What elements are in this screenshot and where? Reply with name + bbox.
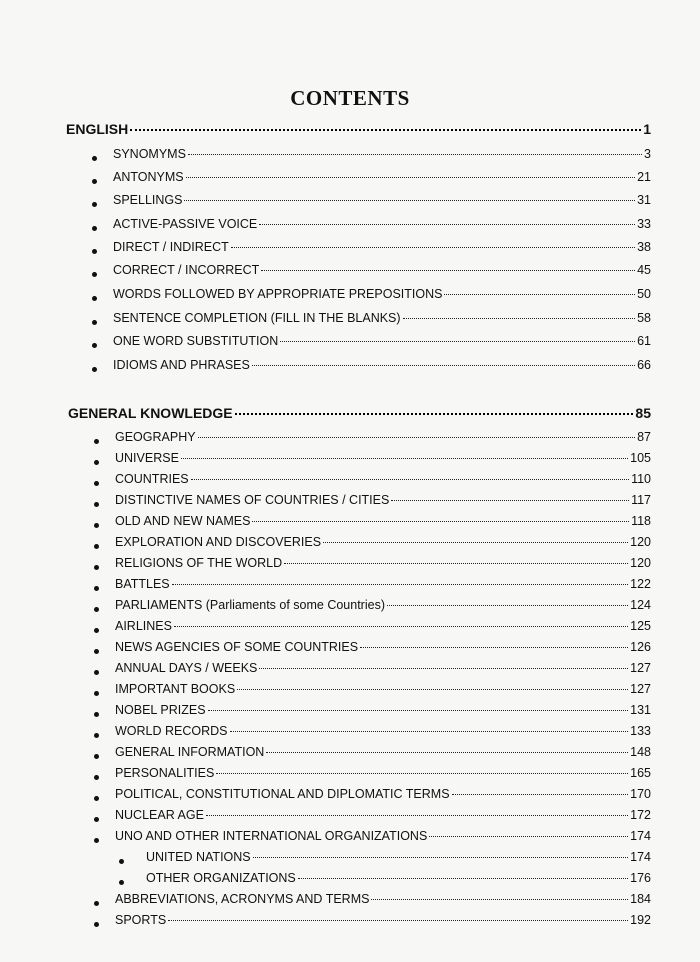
bullet-icon [94,502,99,507]
toc-item-label: EXPLORATION AND DISCOVERIES [115,535,322,549]
toc-item-label: POLITICAL, CONSTITUTIONAL AND DIPLOMATIC TERMS [115,787,450,801]
bullet-icon [94,754,99,759]
page-number: 124 [630,598,651,612]
toc-item-world-records[interactable] [115,724,651,738]
toc-item-sentence-completion[interactable] [113,311,651,325]
toc-item-label: GENERAL INFORMATION [115,745,265,759]
leader-dots [252,520,629,522]
bullet-icon [94,523,99,528]
page-number: 120 [630,535,651,549]
leader-dots [266,751,628,753]
toc-item-idioms-and-phrases[interactable] [113,358,651,372]
toc-item-label: RELIGIONS OF THE WORLD [115,556,283,570]
toc-item-parliaments[interactable] [115,598,651,612]
toc-item-battles[interactable] [115,577,651,591]
page-number: 1 [643,121,651,137]
toc-item-label: ABBREVIATIONS, ACRONYMS AND TERMS [115,892,370,906]
toc-item-label: PARLIAMENTS (Parliaments of some Countries) [115,598,385,612]
bullet-icon [94,733,99,738]
bullet-icon [94,586,99,591]
toc-item-nuclear-age[interactable] [115,808,651,822]
toc-item-label: SYNOMYMS [113,147,186,161]
toc-item-label: UNITED NATIONS [146,850,251,864]
toc-item-label: SENTENCE COMPLETION (FILL IN THE BLANKS) [113,311,401,325]
page-number: 125 [630,619,651,633]
toc-item-label: GEOGRAPHY [115,430,196,444]
toc-item-old-and-new-names[interactable] [115,514,651,528]
bullet-icon [92,367,97,372]
toc-item-label: WORLD RECORDS [115,724,228,738]
leader-dots [259,223,635,225]
page-number: 85 [635,405,651,421]
toc-item-distinctive-names[interactable] [115,493,651,507]
leader-dots [172,583,628,585]
leader-dots [371,898,628,900]
leader-dots [391,499,629,501]
toc-item-label: OLD AND NEW NAMES [115,514,251,528]
toc-item-label: DISTINCTIVE NAMES OF COUNTRIES / CITIES [115,493,390,507]
toc-item-label: UNO AND OTHER INTERNATIONAL ORGANIZATIONS [115,829,428,843]
page-number: 127 [630,682,651,696]
toc-item-active-passive-voice[interactable] [113,217,651,231]
toc-item-news-agencies[interactable] [115,640,651,654]
page-number: 66 [637,358,651,372]
bullet-icon [92,202,97,207]
toc-item-label: NUCLEAR AGE [115,808,204,822]
bullet-icon [92,249,97,254]
bullet-icon [92,272,97,277]
toc-item-correct-incorrect[interactable] [113,263,651,277]
page-number: 131 [630,703,651,717]
toc-item-label: UNIVERSE [115,451,179,465]
section-heading-label: ENGLISH [66,121,129,137]
leader-dots [216,772,628,774]
toc-item-airlines[interactable] [115,619,651,633]
toc-item-label: COUNTRIES [115,472,189,486]
bullet-icon [92,296,97,301]
toc-item-spellings[interactable] [113,193,651,207]
leader-dots [181,457,628,459]
toc-item-annual-days[interactable] [115,661,651,675]
leader-dots [188,153,642,155]
leader-dots [252,364,635,366]
toc-item-label: PERSONALITIES [115,766,215,780]
toc-item-general-information[interactable] [115,745,651,759]
page-number: 3 [644,147,651,161]
toc-item-label: BATTLES [115,577,170,591]
bullet-icon [94,460,99,465]
leader-dots [403,317,636,319]
page-number: 58 [637,311,651,325]
leader-dots [452,793,629,795]
leader-dots [360,646,628,648]
leader-dots [284,562,628,564]
toc-item-antonyms[interactable] [113,170,651,184]
bullet-icon [92,179,97,184]
toc-item-nobel-prizes[interactable] [115,703,651,717]
toc-item-personalities[interactable] [115,766,651,780]
leader-dots [444,293,635,295]
leader-dots [259,667,628,669]
leader-dots [198,436,636,438]
page-number: 174 [630,829,651,843]
toc-item-geography[interactable] [115,430,651,444]
page-number: 50 [637,287,651,301]
page-number: 21 [637,170,651,184]
page-number: 126 [630,640,651,654]
bullet-icon [94,712,99,717]
toc-item-words-followed-by-prepositions[interactable] [113,287,651,301]
section-heading-general-knowledge[interactable] [68,405,651,421]
bullet-icon [94,775,99,780]
toc-item-label: ONE WORD SUBSTITUTION [113,334,279,348]
bullet-icon [92,343,97,348]
leader-dots [186,176,635,178]
leader-dots [208,709,629,711]
bullet-icon [94,691,99,696]
leader-dots [235,412,634,415]
leader-dots [184,199,635,201]
page-number: 148 [630,745,651,759]
bullet-icon [94,817,99,822]
bullet-icon [94,796,99,801]
toc-item-important-books[interactable] [115,682,651,696]
section-heading-english[interactable] [66,121,651,137]
page-number: 61 [637,334,651,348]
bullet-icon [92,320,97,325]
toc-item-religions[interactable] [115,556,651,570]
bullet-icon [94,649,99,654]
toc-item-abbreviations[interactable] [115,892,651,906]
toc-item-exploration[interactable] [115,535,651,549]
bullet-icon [119,880,124,885]
page-number: 170 [630,787,651,801]
bullet-icon [94,838,99,843]
toc-item-uno[interactable] [115,829,651,843]
page-number: 45 [637,263,651,277]
toc-item-label: SPELLINGS [113,193,183,207]
toc-item-label: IMPORTANT BOOKS [115,682,236,696]
page-number: 105 [630,451,651,465]
leader-dots [231,246,635,248]
page-number: 174 [630,850,651,864]
bullet-icon [94,481,99,486]
bullet-icon [94,544,99,549]
bullet-icon [92,156,97,161]
page-number: 184 [630,892,651,906]
bullet-icon [94,922,99,927]
toc-subitem-united-nations[interactable] [146,850,651,864]
page-number: 87 [637,430,651,444]
page-number: 118 [631,514,651,528]
toc-item-label: IDIOMS AND PHRASES [113,358,250,372]
bullet-icon [94,565,99,570]
bullet-icon [119,859,124,864]
page-number: 192 [630,913,651,927]
page-number: 122 [630,577,651,591]
toc-item-label: SPORTS [115,913,167,927]
toc-item-label: DIRECT / INDIRECT [113,240,229,254]
leader-dots [130,128,641,131]
page-title: CONTENTS [290,86,410,110]
leader-dots [206,814,628,816]
leader-dots [429,835,628,837]
leader-dots [323,541,628,543]
page-number: 172 [630,808,651,822]
leader-dots [191,478,629,480]
toc-item-one-word-substitution[interactable] [113,334,651,348]
toc-item-universe[interactable] [115,451,651,465]
toc-item-label: NOBEL PRIZES [115,703,206,717]
page-number: 133 [630,724,651,738]
page-number: 176 [630,871,651,885]
toc-item-direct-indirect[interactable] [113,240,651,254]
toc-subitem-other-organizations[interactable] [146,871,651,885]
leader-dots [253,856,629,858]
leader-dots [230,730,629,732]
bullet-icon [94,607,99,612]
page-number: 117 [631,493,651,507]
toc-item-countries[interactable] [115,472,651,486]
page-number: 120 [630,556,651,570]
toc-item-label: NEWS AGENCIES OF SOME COUNTRIES [115,640,359,654]
toc-item-label: AIRLINES [115,619,172,633]
toc-item-label: ANNUAL DAYS / WEEKS [115,661,258,675]
page-number: 127 [630,661,651,675]
bullet-icon [92,226,97,231]
bullet-icon [94,439,99,444]
page-number: 38 [637,240,651,254]
leader-dots [387,604,628,606]
leader-dots [174,625,628,627]
leader-dots [237,688,628,690]
page-number: 110 [631,472,651,486]
toc-item-political-terms[interactable] [115,787,651,801]
bullet-icon [94,670,99,675]
toc-item-label: OTHER ORGANIZATIONS [146,871,296,885]
page-number: 165 [630,766,651,780]
leader-dots [280,340,635,342]
page-number: 31 [637,193,651,207]
leader-dots [168,919,628,921]
leader-dots [298,877,628,879]
bullet-icon [94,901,99,906]
page-number: 33 [637,217,651,231]
toc-item-label: WORDS FOLLOWED BY APPROPRIATE PREPOSITIONS [113,287,443,301]
toc-item-sports[interactable] [115,913,651,927]
toc-item-label: CORRECT / INCORRECT [113,263,260,277]
toc-item-synonyms[interactable] [113,147,651,161]
leader-dots [261,269,635,271]
toc-item-label: ACTIVE-PASSIVE VOICE [113,217,258,231]
bullet-icon [94,628,99,633]
section-heading-label: GENERAL KNOWLEDGE [68,405,233,421]
toc-item-label: ANTONYMS [113,170,184,184]
